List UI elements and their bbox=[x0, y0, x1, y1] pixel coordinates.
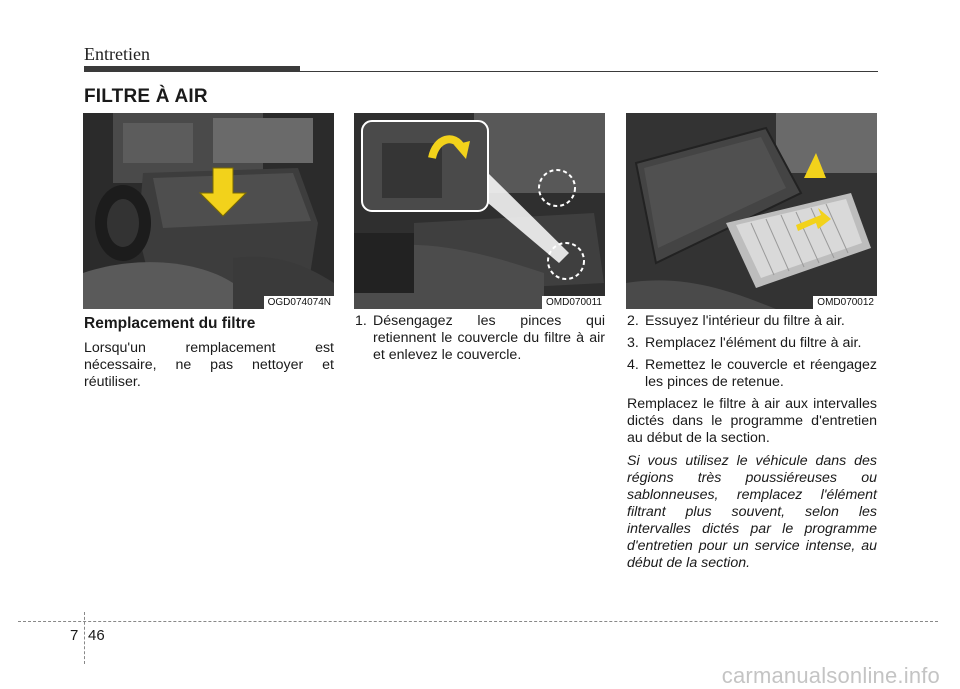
step-text: Essuyez l'intérieur du filtre à air. bbox=[645, 313, 845, 329]
engine-illustration-1 bbox=[83, 113, 334, 309]
subheading-filter-replacement: Remplacement du filtre bbox=[84, 315, 256, 332]
section-title: FILTRE À AIR bbox=[84, 86, 208, 107]
paragraph-replacement-note: Lorsqu'un remplacement est nécessaire, ne pas nettoyer et réutiliser. bbox=[84, 340, 334, 390]
italic-dusty-conditions-note: Si vous utilisez le véhicule dans des régions très poussiéreuses ou sablonneuses, remplacez l'élément filtrant plus souvent, selon les intervalles dictés par le programme d'entretien pour un service intense, au début de la section. bbox=[627, 453, 877, 571]
column-2 bbox=[355, 313, 605, 369]
step-item bbox=[627, 335, 877, 352]
figure-air-filter-housing bbox=[83, 113, 334, 309]
header-rule bbox=[300, 71, 878, 72]
step-number: 1. bbox=[355, 313, 367, 329]
figure-label: OMD070012 bbox=[813, 296, 877, 309]
column-3 bbox=[627, 313, 877, 578]
figure-release-clips bbox=[354, 113, 605, 309]
column-1 bbox=[84, 315, 334, 397]
figure-label: OGD074074N bbox=[264, 296, 334, 309]
engine-illustration-3 bbox=[626, 113, 877, 309]
header-title: Entretien bbox=[84, 44, 150, 64]
step-item bbox=[355, 313, 605, 364]
chapter-number: 7 bbox=[70, 627, 79, 644]
engine-illustration-2 bbox=[354, 113, 605, 309]
step-number: 2. bbox=[627, 313, 639, 329]
step-item bbox=[627, 357, 877, 391]
paragraph-interval: Remplacez le filtre à air aux intervalles dictés dans le programme d'entretien au début de la section. bbox=[627, 396, 877, 446]
step-text: Remettez le couvercle et réengagez les pinces de retenue. bbox=[645, 357, 877, 390]
step-number: 4. bbox=[627, 357, 639, 373]
step-number: 3. bbox=[627, 335, 639, 351]
figure-filter-element bbox=[626, 113, 877, 309]
step-item bbox=[627, 313, 877, 330]
footer-dashed-rule bbox=[18, 621, 938, 622]
step-text: Désengagez les pinces qui retiennent le couvercle du filtre à air et enlevez le couvercle. bbox=[373, 313, 605, 363]
footer-dashed-divider bbox=[84, 612, 85, 664]
page-number: 46 bbox=[88, 627, 105, 644]
header-bar bbox=[84, 66, 300, 72]
figure-label: OMD070011 bbox=[542, 296, 605, 309]
watermark: carmanualsonline.info bbox=[721, 663, 940, 688]
step-text: Remplacez l'élément du filtre à air. bbox=[645, 335, 862, 351]
